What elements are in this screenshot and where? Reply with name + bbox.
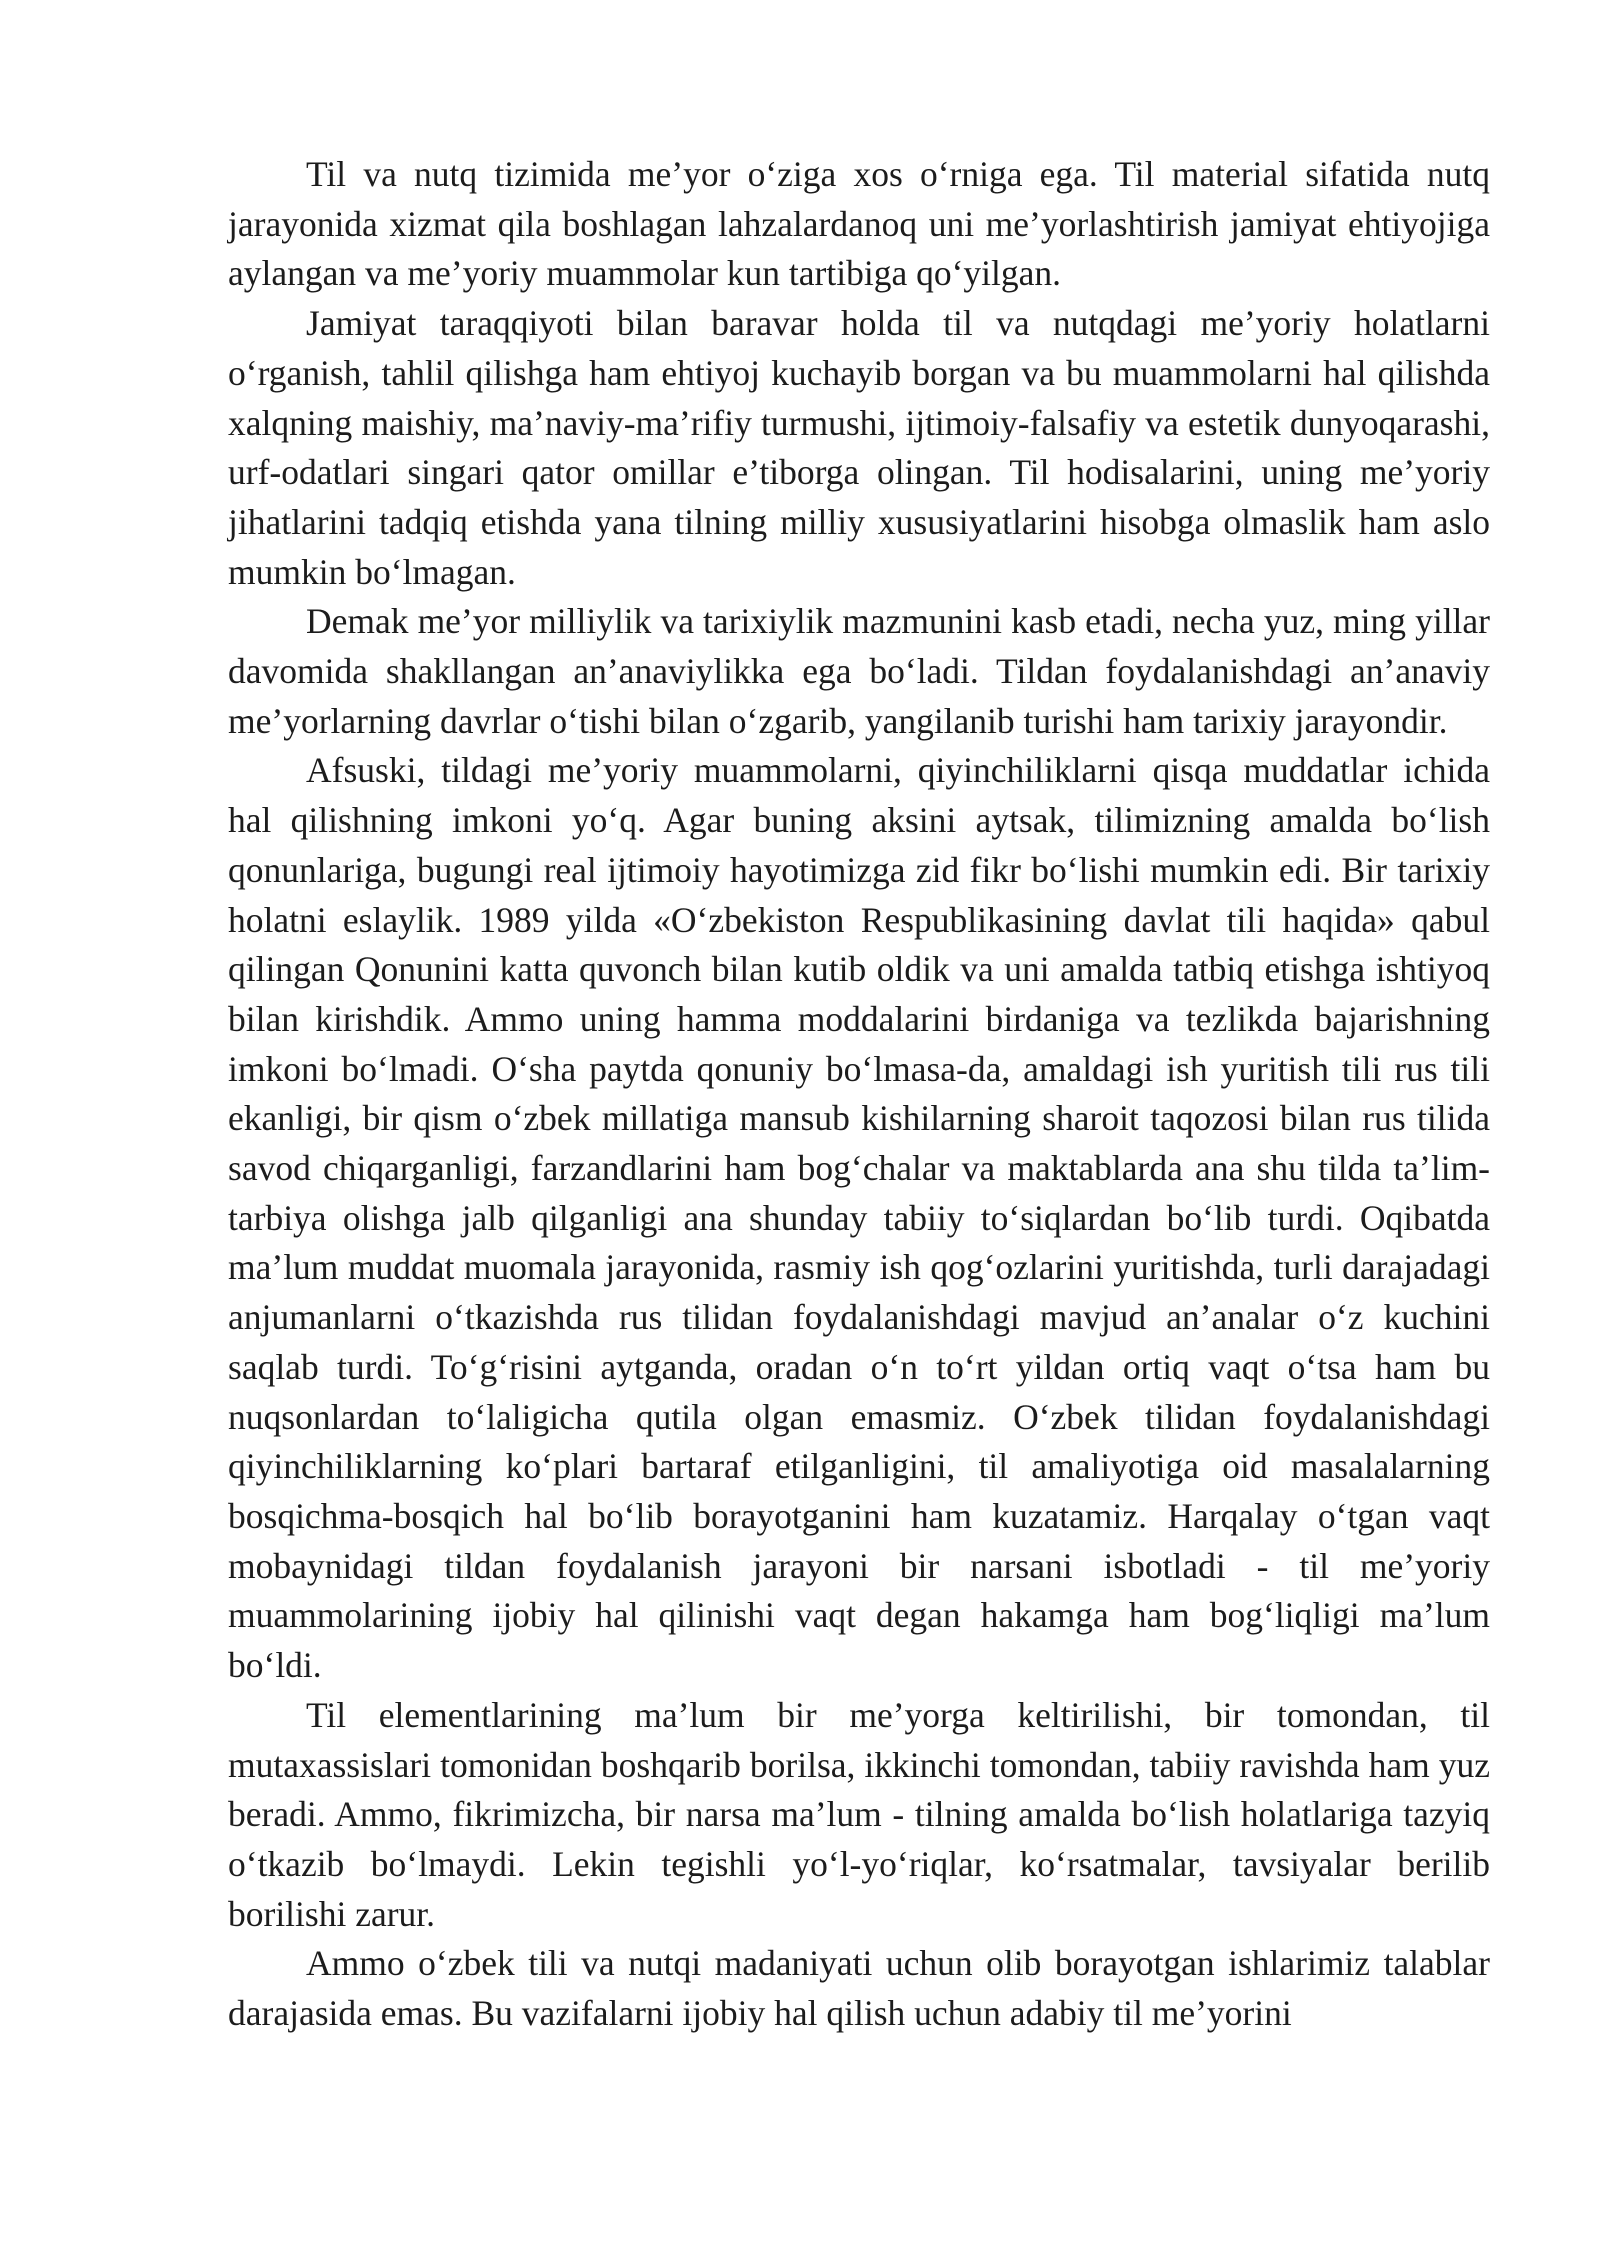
paragraph-3: Demak me’yor milliylik va tarixiylik mazmunini kasb etadi, necha yuz, ming yillar davomida shakllangan an’anaviylikka ega bo‘ladi. Tildan foydalanishdagi an’anaviy me’yorlarning davrlar o‘tishi bilan o‘zgarib, yangilanib turishi ham tarixiy jarayondir.: [228, 601, 1490, 741]
paragraph-1: Til va nutq tizimida me’yor o‘ziga xos o‘rniga ega. Til material sifatida nutq jarayonida xizmat qila boshlagan lahzalardanoq uni me’yorlashtirish jamiyat ehtiyojiga aylangan va me’yoriy muammolar kun tartibiga qo‘yilgan.: [228, 154, 1490, 294]
paragraph-4: Afsuski, tildagi me’yoriy muammolarni, qiyinchiliklarni qisqa muddatlar ichida hal qilishning imkoni yo‘q. Agar buning aksini aytsak, tilimizning amalda bo‘lish qonunlariga, bugungi real ijtimoiy hayotimizga zid fikr bo‘lishi mumkin edi. Bir tarixiy holatni eslaylik. 1989 yilda «O‘zbekiston Respublikasining davlat tili haqida» qabul qilingan Qonunini katta quvonch bilan kutib oldik va uni amalda tatbiq etishga ishtiyoq bilan kirishdik. Ammo uning hamma moddalarini birdaniga va tezlikda bajarishning imkoni bo‘lmadi. O‘sha paytda qonuniy bo‘lmasa-da, amaldagi ish yuritish tili rus tili ekanligi, bir qism o‘zbek millatiga mansub kishilarning sharoit taqozosi bilan rus tilida savod chiqarganligi, farzandlarini ham bog‘chalar va maktablarda ana shu tilda ta’lim-tarbiya olishga jalb qilganligi ana shunday tabiiy to‘siqlardan bo‘lib turdi. Oqibatda ma’lum muddat muomala jarayonida, rasmiy ish qog‘ozlarini yuritishda, turli darajadagi anjumanlarni o‘tkazishda rus tilidan foydalanishdagi mavjud an’analar o‘z kuchini saqlab turdi. To‘g‘risini aytganda, oradan o‘n to‘rt yildan ortiq vaqt o‘tsa ham bu nuqsonlardan to‘laligicha qutila olgan emasmiz. O‘zbek tilidan foydalanishdagi qiyinchiliklarning ko‘plari bartaraf etilganligini, til amaliyotiga oid masalalarning bosqichma-bosqich hal bo‘lib borayotganini ham kuzatamiz. Harqalay o‘tgan vaqt mobaynidagi tildan foydalanish jarayoni bir narsani isbotladi - til me’yoriy muammolarining ijobiy hal qilinishi vaqt degan hakamga ham bog‘liqligi ma’lum bo‘ldi.: [228, 750, 1490, 1686]
document-page: [228, 150, 1490, 2039]
paragraph-5: Til elementlarining ma’lum bir me’yorga keltirilishi, bir tomondan, til mutaxassislari tomonidan boshqarib borilsa, ikkinchi tomondan, tabiiy ravishda ham yuz beradi. Ammo, fikrimizcha, bir narsa ma’lum - tilning amalda bo‘lish holatlariga tazyiq o‘tkazib bo‘lmaydi. Lekin tegishli yo‘l-yo‘riqlar, ko‘rsatmalar, tavsiyalar berilib borilishi zarur.: [228, 1694, 1490, 1934]
paragraph-6: Ammo o‘zbek tili va nutqi madaniyati uchun olib borayotgan ishlarimiz talablar darajasida emas. Bu vazifalarni ijobiy hal qilish uchun adabiy til me’yorini: [228, 1943, 1490, 2034]
paragraph-2: Jamiyat taraqqiyoti bilan baravar holda til va nutqdagi me’yoriy holatlarni o‘rganish, tahlil qilishga ham ehtiyoj kuchayib borgan va bu muammolarni hal qilishda xalqning maishiy, ma’naviy-ma’rifiy turmushi, ijtimoiy-falsafiy va estetik dunyoqarashi, urf-odatlari singari qator omillar e’tiborga olingan. Til hodisalarini, uning me’yoriy jihatlarini tadqiq etishda yana tilning milliy xususiyatlarini hisobga olmaslik ham aslo mumkin bo‘lmagan.: [228, 303, 1490, 592]
